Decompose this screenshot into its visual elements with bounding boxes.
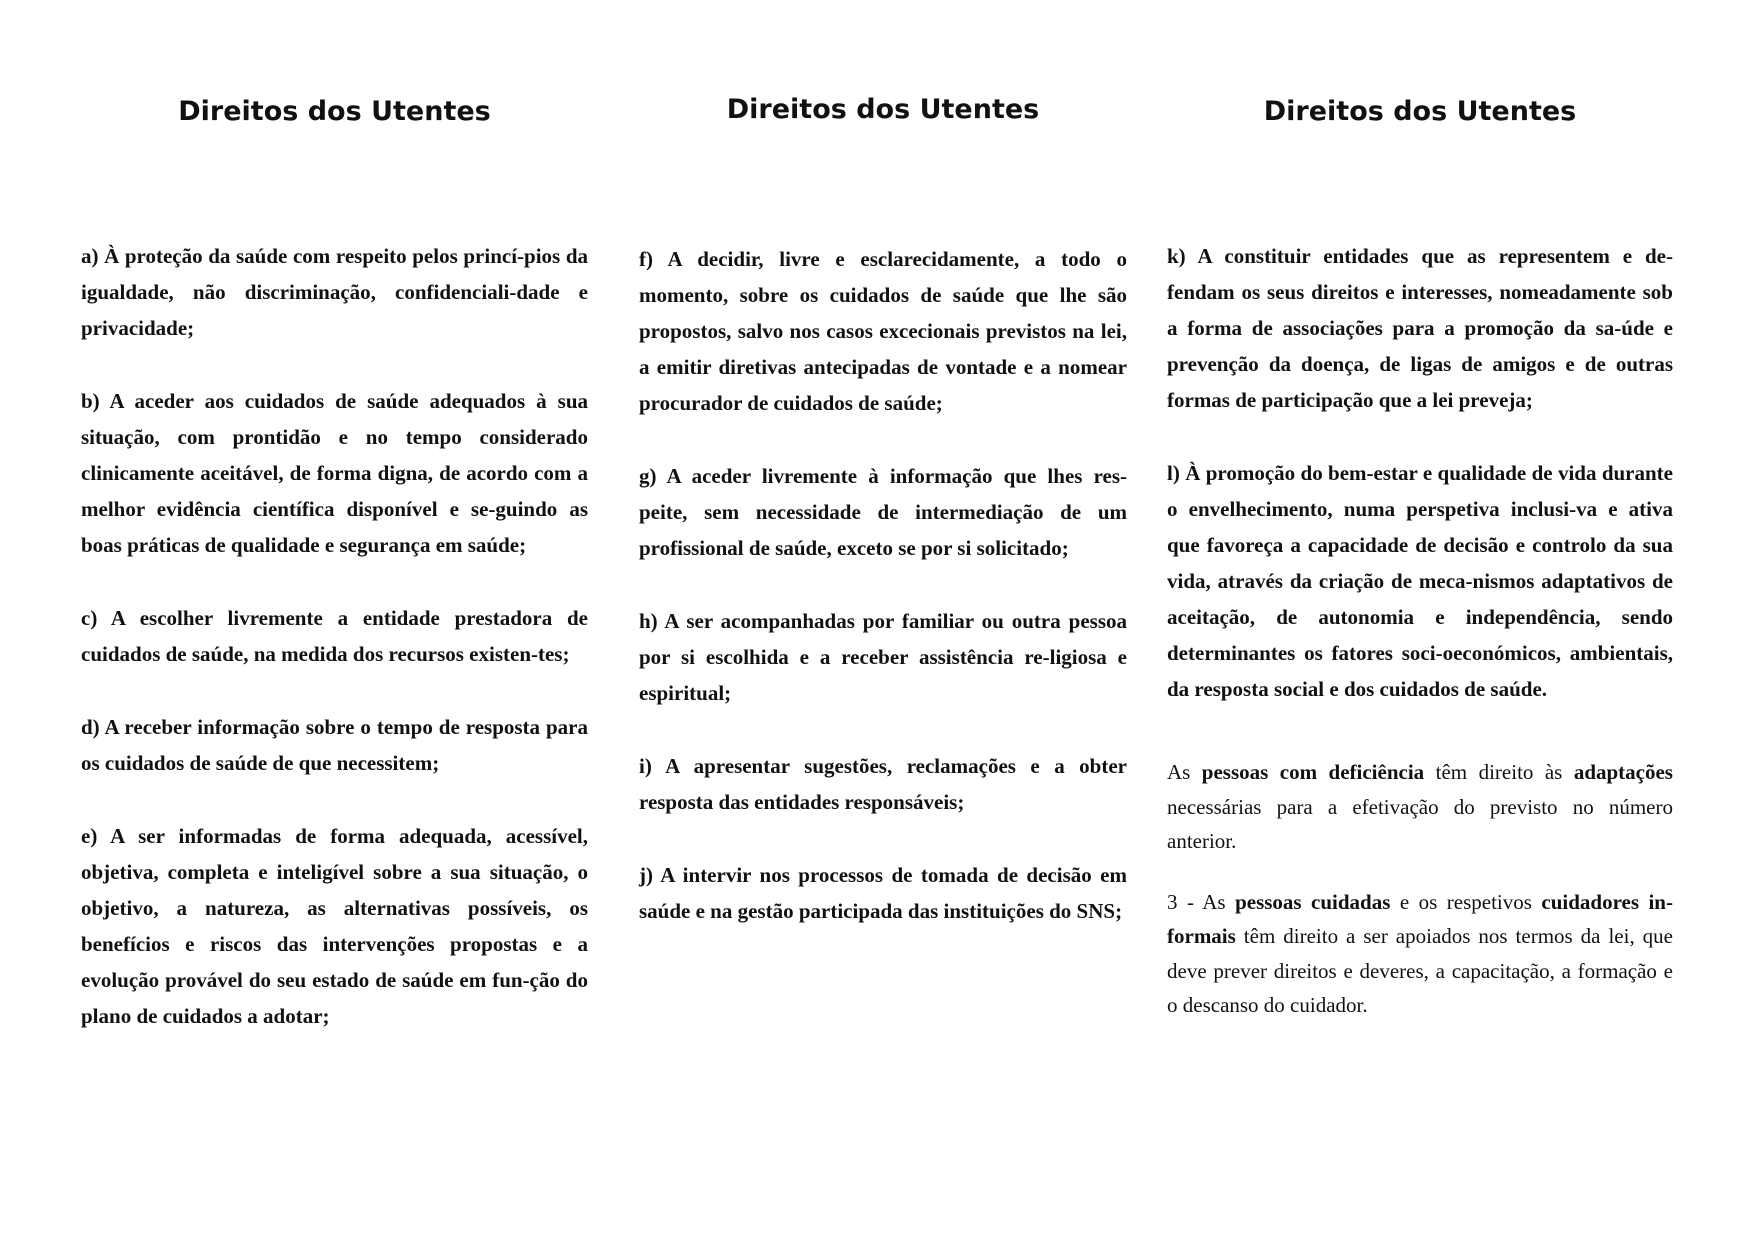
right-item-a: a) À proteção da saúde com respeito pelos princí-pios da igualdade, não discriminação, confidenciali-dade e privacidade; [81, 244, 588, 340]
right-item-i: i) A apresentar sugestões, reclamações e a obter resposta das entidades responsáveis; [639, 754, 1127, 814]
right-item-k: k) A constituir entidades que as representem e de-fendam os seus direitos e interesses, nomeadamente sob a forma de associações para a promoção da sa-úde e prevenção da doença, de ligas de amigos e de outras formas de participação que a lei preveja; [1167, 244, 1673, 412]
right-item-c: c) A escolher livremente a entidade prestadora de cuidados de saúde, na medida dos recursos existen-tes; [81, 606, 588, 666]
note-emphasis: cuidadores in-formais [1167, 889, 1673, 948]
note-text: As [1167, 760, 1202, 784]
note-emphasis: adaptações [1573, 760, 1673, 784]
note-text: necessárias para a efetivação do previsto no número anterior. [1167, 794, 1673, 853]
column-heading: Direitos dos Utentes [726, 94, 1040, 125]
right-item-j: j) A intervir nos processos de tomada de decisão em saúde e na gestão participada das instituições do SNS; [639, 863, 1127, 923]
right-item-f: f) A decidir, livre e esclarecidamente, a todo o momento, sobre os cuidados de saúde que lhe são propostos, salvo nos casos excecionais previstos na lei, a emitir diretivas antecipadas de vontade e a nomear procurador de cuidados de saúde; [639, 247, 1127, 415]
note-emphasis: pessoas cuidadas [1235, 889, 1391, 914]
right-item-b: b) A aceder aos cuidados de saúde adequados à sua situação, com prontidão e no tempo considerado clinicamente aceitável, de forma digna, de acordo com a melhor evidência científica disponível e se-guindo as boas práticas de qualidade e segurança em saúde; [81, 389, 588, 557]
right-item-d: d) A receber informação sobre o tempo de resposta para os cuidados de saúde de que necessitem; [81, 715, 588, 775]
note-text: 3 - As [1167, 889, 1236, 914]
note-text: têm direito às [1424, 760, 1574, 784]
column-heading: Direitos dos Utentes [1263, 96, 1577, 127]
carers-note [1167, 885, 1673, 1023]
right-item-h: h) A ser acompanhadas por familiar ou outra pessoa por si escolhida e a receber assistência re-ligiosa e espiritual; [639, 609, 1127, 705]
disability-note [1167, 755, 1673, 859]
rights-list [81, 238, 588, 1071]
note-text: têm direito a ser apoiados nos termos da lei, que deve prever direitos e deveres, a capacitação, a formação e o descanso do cuidador. [1167, 924, 1673, 1017]
column-heading: Direitos dos Utentes [178, 96, 491, 127]
rights-list [1167, 238, 1673, 1049]
right-item-g: g) A aceder livremente à informação que lhes res-peite, sem necessidade de intermediação de um profissional de saúde, exceto se por si solicitado; [639, 464, 1127, 560]
right-item-l: l) À promoção do bem-estar e qualidade de vida durante o envelhecimento, numa perspetiva inclusi-va e ativa que favoreça a capacidade de decisão e controlo da sua vida, através da criação de meca-nismos adaptativos de aceitação, de autonomia e independência, sendo determinantes os fatores soci-oeconómicos, ambientais, da resposta social e dos cuidados de saúde. [1167, 461, 1673, 701]
note-text: e os respetivos [1390, 889, 1542, 914]
rights-list [639, 241, 1127, 966]
right-item-e: e) A ser informadas de forma adequada, acessível, objetiva, completa e inteligível sobre a sua situação, o objetivo, a natureza, as alternativas possíveis, os benefícios e riscos das intervenções propostas e a evolução provável do seu estado de saúde em fun-ção do plano de cuidados a adotar; [81, 824, 588, 1028]
note-emphasis: pessoas com deficiência [1201, 760, 1425, 784]
